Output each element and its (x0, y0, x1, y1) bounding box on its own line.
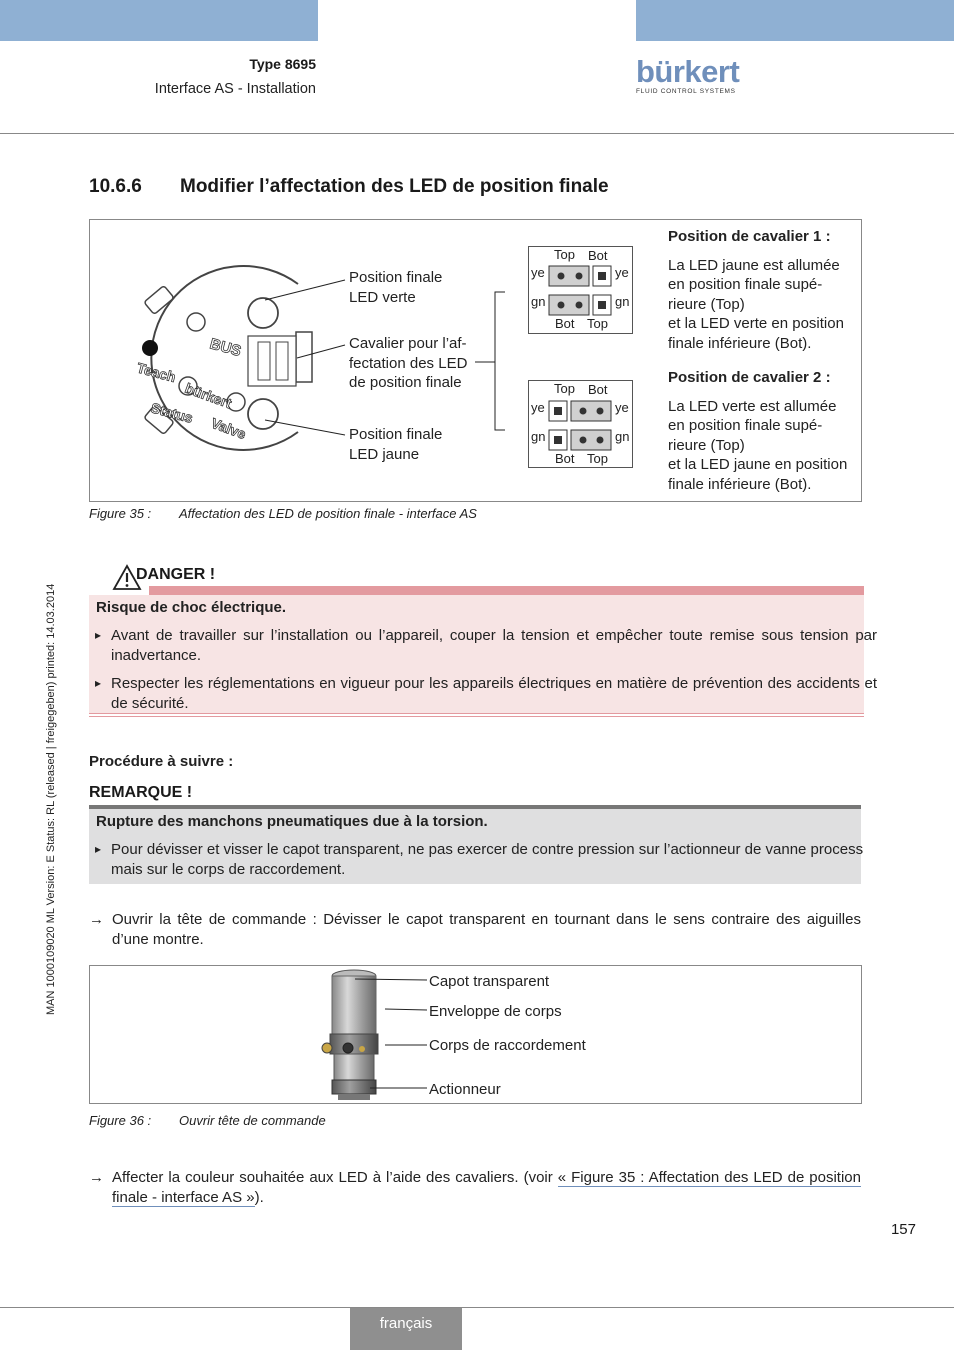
jumper-diagram-1: Top Bot ye ye gn gn Bot Top (528, 246, 633, 334)
page-number: 157 (890, 1221, 916, 1238)
danger-header-bar (149, 586, 864, 595)
remarque-subtitle: Rupture des manchons pneumatiques due à la torsion. (96, 813, 488, 830)
section-heading (89, 176, 609, 198)
section-title: Modifier l’affectation des LED de position finale (180, 176, 609, 197)
danger-bottom-line-2 (89, 716, 864, 717)
figure-36-leader-lines (355, 975, 430, 1095)
section-number: 10.6.6 (89, 176, 142, 197)
figure-35-link[interactable]: « Figure 35 : Affectation des LED de position finale - interface AS » (112, 1169, 861, 1206)
label-enveloppe-de-corps: Enveloppe de corps (429, 1003, 562, 1020)
logo-tagline: FLUID CONTROL SYSTEMS (636, 88, 736, 95)
step-2-text: Affecter la couleur souhaitée aux LED à l’aide des cavaliers. (voir « Figure 35 : Affectation des LED de position finale - interface AS »). (112, 1169, 861, 1206)
label-actionneur: Actionneur (429, 1081, 501, 1098)
teach-button (142, 340, 158, 356)
header-band-right (636, 0, 954, 41)
figure-36-caption: Figure 36 : Ouvrir tête de commande (89, 1113, 326, 1128)
danger-box (89, 595, 877, 713)
danger-title: DANGER ! (136, 566, 216, 583)
arrow-right-icon: → (89, 911, 104, 928)
jumper-diagram-2: Top Bot ye ye gn gn Bot Top (528, 380, 633, 468)
document-type: Type 8695 (249, 56, 316, 72)
logo-wordmark: bürkert (636, 54, 740, 89)
jumper-2-pins (547, 398, 615, 454)
device-label-valve: Valve (208, 414, 249, 443)
side-print-info: MAN 1000109020 ML Version: E Status: RL (released | freigegeben) printed: 14.03.2014 (45, 583, 57, 1015)
label-corps-de-raccordement: Corps de raccordement (429, 1037, 586, 1054)
remarque-item: ▸ Pour dévisser et visser le capot transparent, ne pas exercer de contre pression sur l’actionneur de vanne process mais sur le corps de raccordement. (91, 840, 871, 879)
device-label-teach: Teach (135, 359, 178, 386)
document-subtitle: Interface AS - Installation (154, 81, 316, 97)
header-band-left (0, 0, 318, 41)
callout-jumper: Cavalier pour l’af- fectation des LED de position finale (349, 335, 468, 391)
bus-led (187, 313, 205, 331)
position-1-description: Position de cavalier 1 : La LED jaune est allumée en position finale supé- rieure (Top) et la LED verte en position finale inférieure (Bot). (668, 228, 844, 352)
position-2-title: Position de cavalier 2 : (668, 369, 831, 386)
danger-bottom-line (89, 713, 864, 714)
footer-divider (0, 1307, 954, 1308)
jumper-1-pins (547, 263, 615, 319)
danger-subtitle: Risque de choc électrique. (96, 599, 287, 616)
position-1-title: Position de cavalier 1 : (668, 228, 831, 245)
step-1 (89, 910, 861, 949)
procedure-title: Procédure à suivre : (89, 753, 234, 770)
footer-language-tab: français (350, 1308, 462, 1350)
figure-35-caption: Figure 35 : Affectation des LED de position finale - interface AS (89, 506, 477, 521)
position-2-description: Position de cavalier 2 : La LED verte est allumée en position finale supé- rieure (Top) et la LED jaune en position finale inférieure (Bot). (668, 369, 848, 493)
remarque-box (89, 809, 864, 884)
callout-green-led: Position finale LED verte (349, 269, 443, 306)
danger-item: ▸ Respecter les réglementations en vigueur pour les appareils électriques en matière de prévention des accidents et de sécurité. (91, 674, 877, 713)
step-1-text: Ouvrir la tête de commande : Dévisser le capot transparent en tournant dans le sens contraire des aiguilles d’une montre. (112, 911, 861, 948)
arrow-right-icon: → (89, 1169, 104, 1186)
device-label-status: Status (149, 399, 195, 426)
burkert-logo (636, 54, 740, 95)
device-label-bus: BUS (207, 335, 243, 361)
callout-yellow-led: Position finale LED jaune (349, 426, 443, 463)
label-capot-transparent: Capot transparent (429, 973, 550, 990)
header-divider (0, 133, 954, 134)
step-2 (89, 1168, 861, 1207)
device-label-brand: bürkert (182, 379, 234, 412)
danger-item: ▸ Avant de travailler sur l’installation ou l’appareil, couper la tension et empêcher toute remise sous tension par inadvertance. (91, 626, 877, 665)
remarque-title: REMARQUE ! (89, 784, 193, 801)
